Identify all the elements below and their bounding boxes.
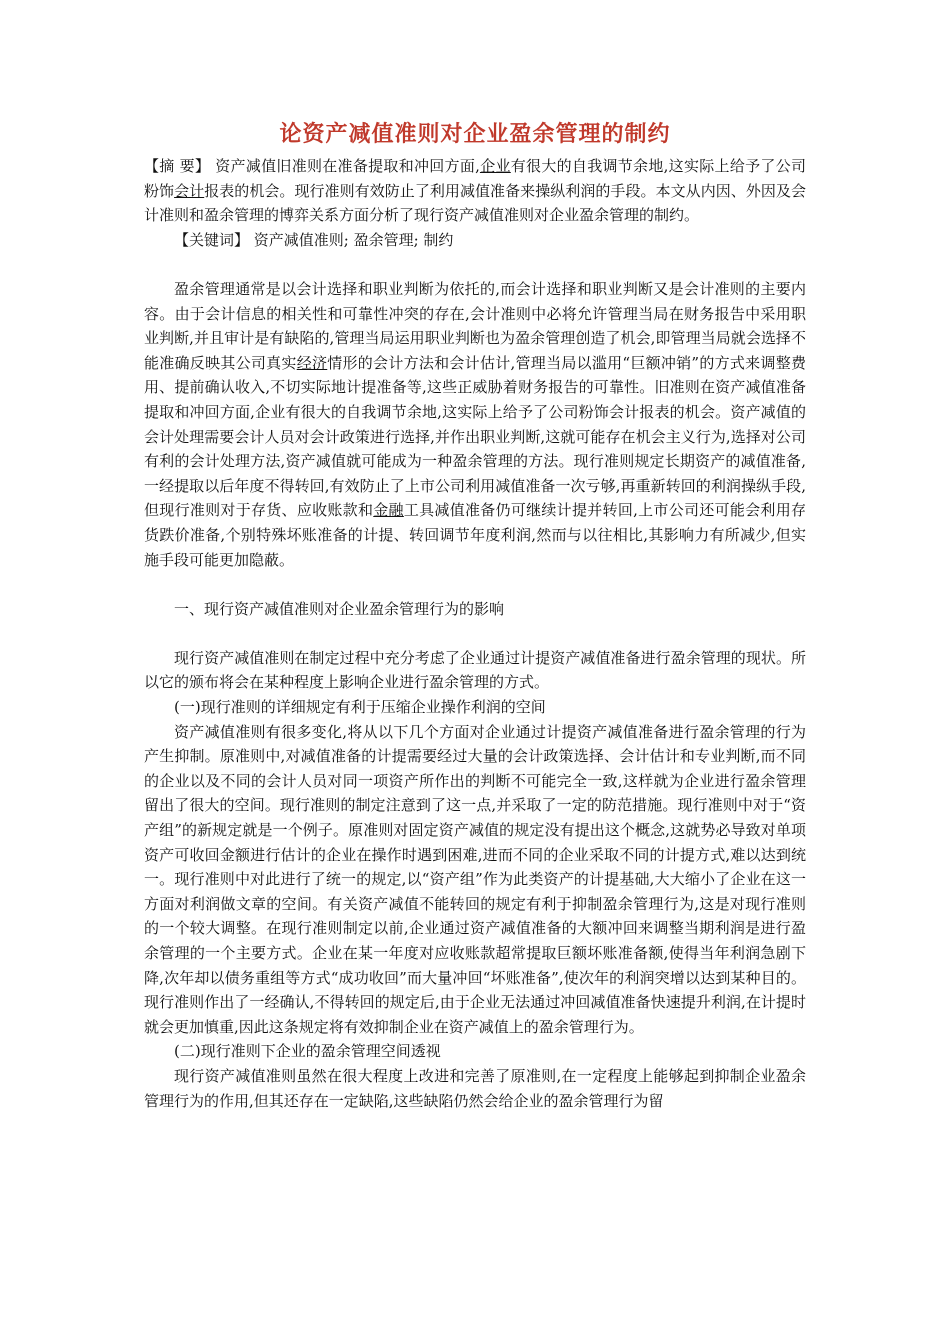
subsection2-text: 现行资产减值准则虽然在很大程度上改进和完善了原准则,在一定程度上能够起到抑制企业盈余管理行为的作用,但其还存在一定缺陷,这些缺陷仍然会给企业的盈余管理行为留 bbox=[144, 1066, 806, 1110]
document-title: 论资产减值准则对企业盈余管理的制约 bbox=[279, 122, 671, 147]
keywords-text: 资产减值准则; 盈余管理; 制约 bbox=[249, 230, 454, 249]
keywords-paragraph bbox=[144, 228, 806, 253]
link-economy[interactable]: 经济 bbox=[296, 353, 328, 372]
section1-heading: 一、现行资产减值准则对企业盈余管理行为的影响 bbox=[174, 599, 505, 618]
subsection2-heading: (二)现行准则下企业的盈余管理空间透视 bbox=[174, 1042, 441, 1061]
abstract-paragraph: 【摘 要】 资产减值旧准则在准备提取和冲回方面,企业有很大的自我调节余地,这实际上给予了公司粉饰会计报表的机会。现行准则有效防止了利用减值准备来操纵利润的手段。本文从内因、外因及会计准则和盈余管理的博弈关系方面分析了现行资产减值准则对企业盈余管理的制约。 bbox=[144, 157, 806, 225]
section1-intro: 现行资产减值准则在制定过程中充分考虑了企业通过计提资产减值准备进行盈余管理的现状。所以它的颁布将会在某种程度上影响企业进行盈余管理的方式。 bbox=[144, 648, 806, 692]
link-accounting[interactable]: 会计 bbox=[174, 181, 205, 200]
intro-paragraph: 盈余管理通常是以会计选择和职业判断为依托的,而会计选择和职业判断又是会计准则的主要内容。由于会计信息的相关性和可靠性冲突的存在,会计准则中必将允许管理当局在财务报告中采用职业判断,并且审计是有缺陷的,管理当局运用职业判断也为盈余管理创造了机会,即管理当局就会选择不能准确反映其公司真实经济情形的会计方法和会计估计,管理当局以滥用“巨额冲销”的方式来调整费用、提前确认收入,不切实际地计提准备等,这些正威胁着财务报告的可靠性。旧准则在资产减值准备提取和冲回方面,企业有很大的自我调节余地,这实际上给予了公司粉饰会计报表的机会。资产减值的会计处理需要会计人员对会计政策进行选择,并作出职业判断,这就可能存在机会主义行为,选择对公司有利的会计处理方法,资产减值就可能成为一种盈余管理的方法。现行准则规定长期资产的减值准备,一经提取以后年度不得转回,有效防止了上市公司利用减值准备一次亏够,再重新转回的利润操纵手段,但现行准则对于存货、应收账款和金融工具减值准备仍可继续计提并转回,上市公司还可能会利用存货跌价准备,个别特殊坏账准备的计提、转回调节年度利润,然而与以往相比,其影响力有所减少,但实施手段可能更加隐蔽。 bbox=[144, 279, 806, 569]
subsection1-text: 资产减值准则有很多变化,将从以下几个方面对企业通过计提资产减值准备进行盈余管理的行为产生抑制。原准则中,对减值准备的计提需要经过大量的会计政策选择、会计估计和专业判断,而不同的企业以及不同的会计人员对同一项资产所作出的判断不可能完全一致,这样就为企业进行盈余管理留出了很大的空间。现行准则的制定注意到了这一点,并采取了一定的防范措施。现行准则中对于“资产组”的新规定就是一个例子。原准则对固定资产减值的规定没有提出这个概念,这就势必导致对单项资产可收回金额进行估计的企业在操作时遇到困难,进而不同的企业采取不同的计提方式,难以达到统一。现行准则中对此进行了统一的规定,以“资产组”作为此类资产的计提基础,大大缩小了企业在这一方面对利润做文章的空间。有关资产减值不能转回的规定有利于抑制盈余管理行为,这是对现行准则的一个较大调整。在现行准则制定以前,企业通过资产减值准备的大额冲回来调整当期利润是进行盈余管理的一个主要方式。企业在某一年度对应收账款超常提取巨额坏账准备额,使得当年利润急剧下降,次年却以债务重组等方式“成功收回”而大量冲回“坏账准备”,使次年的利润突增以达到某种目的。现行准则作出了一经确认,不得转回的规定后,由于企业无法通过冲回减值准备快速提升利润,在计提时就会更加慎重,因此这条规定将有效抑制企业在资产减值上的盈余管理行为。 bbox=[144, 722, 806, 1036]
document-page bbox=[144, 118, 806, 1113]
link-finance[interactable]: 金融 bbox=[373, 501, 404, 520]
link-enterprise[interactable]: 企业 bbox=[479, 157, 511, 175]
abstract-label: 【摘 要】 bbox=[144, 157, 211, 175]
keywords-label: 【关键词】 bbox=[174, 230, 250, 249]
subsection1-heading: (一)现行准则的详细规定有利于压缩企业操作利润的空间 bbox=[174, 698, 546, 717]
